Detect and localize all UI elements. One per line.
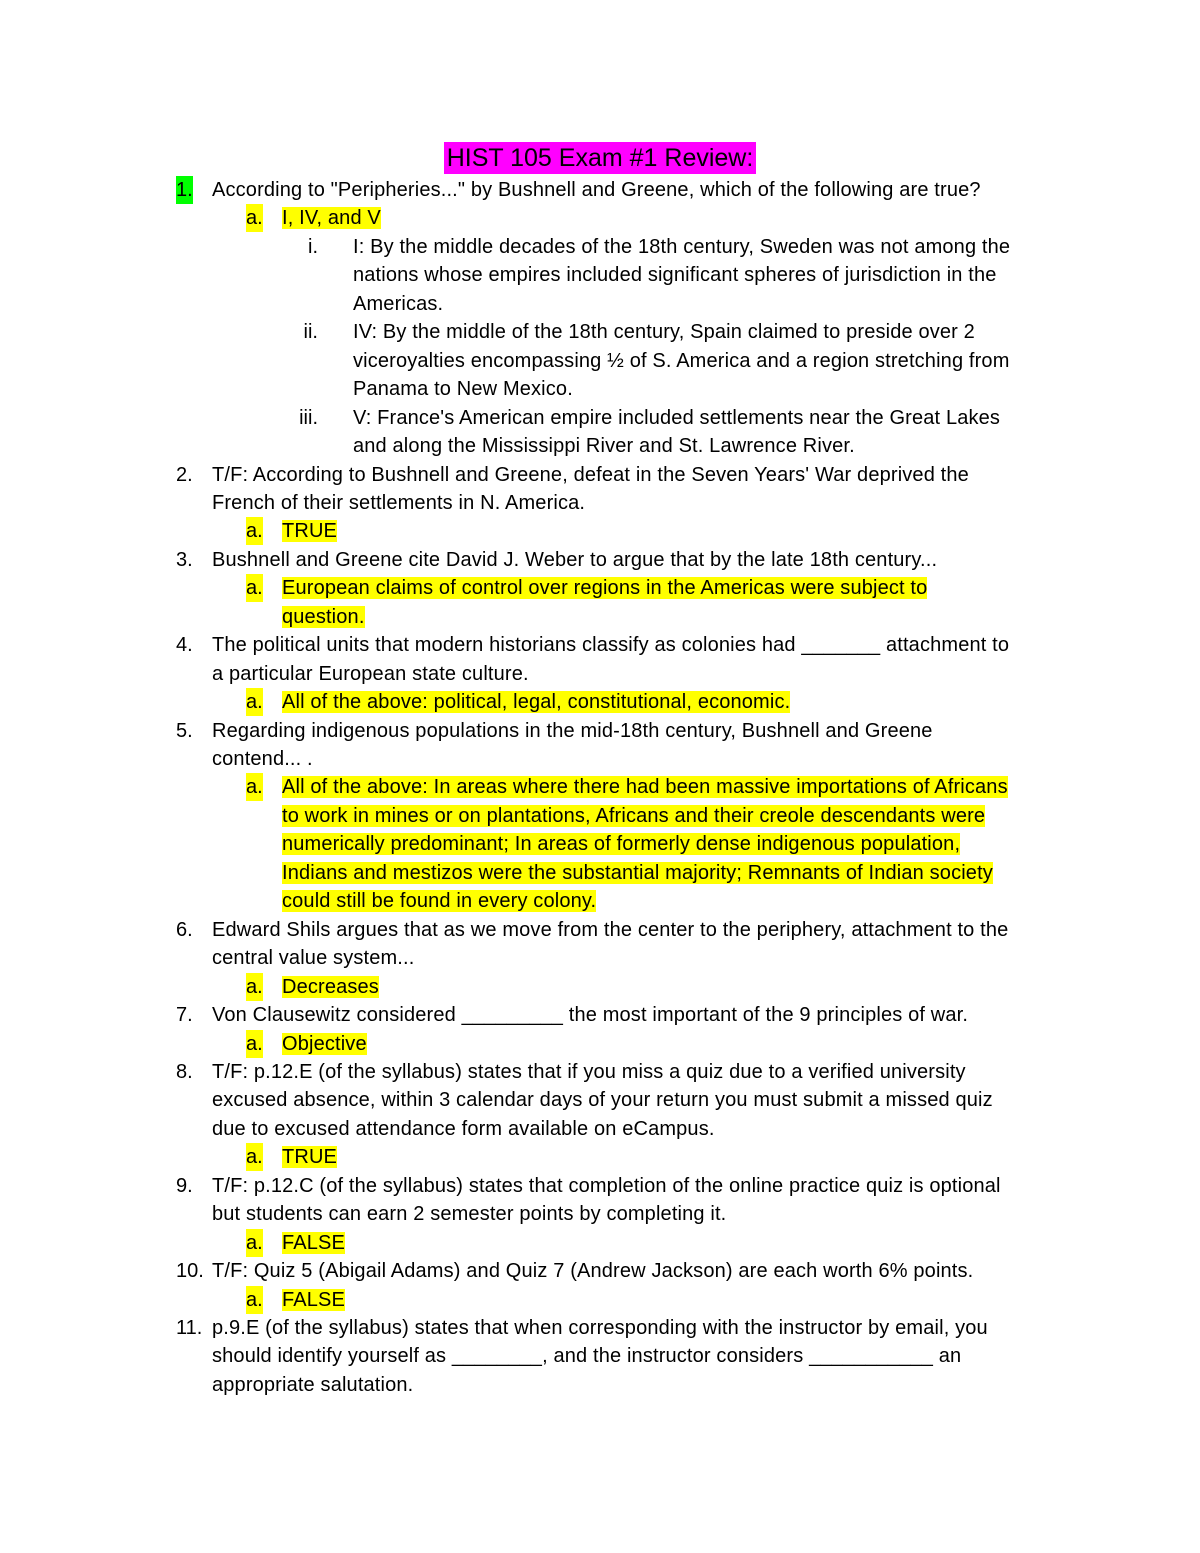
- answer-text: [282, 859, 993, 887]
- answer-text: [282, 1286, 345, 1314]
- answer-highlight: to work in mines or on plantations, Africans and their creole descendants were: [282, 804, 986, 827]
- question-text: Edward Shils argues that as we move from the center to the periphery, attachment to the: [212, 918, 1009, 941]
- question-text: a particular European state culture.: [212, 662, 529, 685]
- answer-highlight: All of the above: political, legal, constitutional, economic.: [282, 691, 791, 714]
- question-text: According to "Peripheries..." by Bushnell and Greene, which of the following are true?: [212, 179, 981, 201]
- item-number: 3.: [176, 548, 193, 571]
- question-text: should identify yourself as ________, and the instructor considers ___________ an: [212, 1345, 962, 1368]
- answer-highlight: question.: [282, 605, 365, 628]
- sub-item-text: nations whose empires included significant spheres of jurisdiction in the: [353, 264, 997, 287]
- answer-marker: a.: [246, 688, 263, 716]
- question-text: T/F: p.12.C (of the syllabus) states that completion of the online practice quiz is optional: [212, 1174, 1001, 1197]
- question-text: T/F: According to Bushnell and Greene, defeat in the Seven Years' War deprived the: [212, 463, 969, 486]
- answer-marker: a.: [246, 517, 263, 545]
- answer-text: [282, 688, 790, 716]
- answer-text: [282, 603, 365, 631]
- question-text: central value system...: [212, 947, 415, 970]
- question-text: due to excused attendance form available on eCampus.: [212, 1117, 715, 1140]
- sub-item-marker: ii.: [303, 321, 318, 344]
- question-text: contend... .: [212, 748, 313, 770]
- answer-text: [282, 887, 596, 915]
- answer-text: [282, 802, 985, 830]
- answer-text: [282, 1143, 337, 1171]
- question-text: excused absence, within 3 calendar days of your return you must submit a missed quiz: [212, 1089, 993, 1112]
- answer-marker: a.: [246, 1143, 263, 1171]
- question-text: appropriate salutation.: [212, 1373, 414, 1396]
- answer-marker: a.: [246, 973, 263, 1001]
- item-number: 7.: [176, 1004, 193, 1027]
- question-text: Von Clausewitz considered _________ the most important of the 9 principles of war.: [212, 1004, 969, 1027]
- answer-highlight: FALSE: [282, 1288, 346, 1311]
- question-text: Regarding indigenous populations in the mid-18th century, Bushnell and Greene: [212, 719, 933, 742]
- answer-highlight: Decreases: [282, 975, 379, 998]
- item-number: 9.: [176, 1174, 193, 1197]
- answer-text: [282, 517, 337, 545]
- item-number: 1.: [176, 176, 193, 204]
- item-number: 5.: [176, 719, 193, 742]
- item-number: 8.: [176, 1060, 193, 1083]
- answer-highlight: numerically predominant; In areas of formerly dense indigenous population,: [282, 833, 961, 856]
- answer-marker: a.: [246, 1229, 263, 1257]
- answer-marker: a.: [246, 204, 263, 232]
- answer-text: [282, 1229, 345, 1257]
- answer-highlight: Indians and mestizos were the substantial majority; Remnants of Indian society: [282, 861, 993, 884]
- sub-item-marker: i.: [308, 235, 318, 258]
- answer-text: [282, 204, 381, 232]
- question-text: T/F: Quiz 5 (Abigail Adams) and Quiz 7 (Andrew Jackson) are each worth 6% points.: [212, 1260, 974, 1283]
- answer-text: [282, 1030, 367, 1058]
- sub-item-text: Americas.: [353, 292, 444, 315]
- answer-marker: a.: [246, 1286, 263, 1314]
- sub-item-marker: iii.: [299, 406, 318, 429]
- answer-highlight: European claims of control over regions in the Americas were subject to: [282, 577, 928, 600]
- answer-text: [282, 574, 927, 602]
- item-number: 2.: [176, 463, 193, 486]
- answer-text: [282, 973, 379, 1001]
- answer-marker: a.: [246, 1030, 263, 1058]
- question-text: Bushnell and Greene cite David J. Weber to argue that by the late 18th century...: [212, 548, 938, 571]
- answer-highlight: I, IV, and V: [282, 207, 381, 230]
- answer-highlight: FALSE: [282, 1231, 346, 1254]
- answer-marker: a.: [246, 773, 263, 801]
- item-number: 11.: [176, 1317, 203, 1339]
- answer-text: [282, 773, 1008, 801]
- title-wrapper: [0, 142, 1200, 174]
- sub-item-text: and along the Mississippi River and St. Lawrence River.: [353, 435, 855, 458]
- answer-marker: a.: [246, 574, 263, 602]
- sub-item-text: viceroyalties encompassing ½ of S. America and a region stretching from: [353, 349, 1010, 372]
- question-text: but students can earn 2 semester points by completing it.: [212, 1203, 727, 1226]
- question-text: French of their settlements in N. America.: [212, 491, 586, 514]
- item-number: 6.: [176, 918, 193, 941]
- question-text: The political units that modern historians classify as colonies had _______ attachment to: [212, 634, 1010, 657]
- question-text: p.9.E (of the syllabus) states that when corresponding with the instructor by email, you: [212, 1317, 988, 1339]
- sub-item-text: Panama to New Mexico.: [353, 378, 573, 401]
- page-title: HIST 105 Exam #1 Review:: [444, 142, 757, 174]
- sub-item-text: IV: By the middle of the 18th century, Spain claimed to preside over 2: [353, 321, 975, 344]
- item-number: 4.: [176, 634, 193, 657]
- sub-item-text: V: France's American empire included settlements near the Great Lakes: [353, 406, 1001, 429]
- answer-highlight: TRUE: [282, 1146, 338, 1169]
- answer-text: [282, 830, 960, 858]
- item-number: 10.: [176, 1260, 204, 1283]
- question-text: T/F: p.12.E (of the syllabus) states that if you miss a quiz due to a verified university: [212, 1060, 966, 1083]
- sub-item-text: I: By the middle decades of the 18th century, Sweden was not among the: [353, 235, 1011, 258]
- answer-highlight: All of the above: In areas where there had been massive importations of Africans: [282, 776, 1008, 799]
- answer-highlight: could still be found in every colony.: [282, 890, 597, 913]
- answer-highlight: Objective: [282, 1032, 367, 1055]
- answer-highlight: TRUE: [282, 520, 338, 543]
